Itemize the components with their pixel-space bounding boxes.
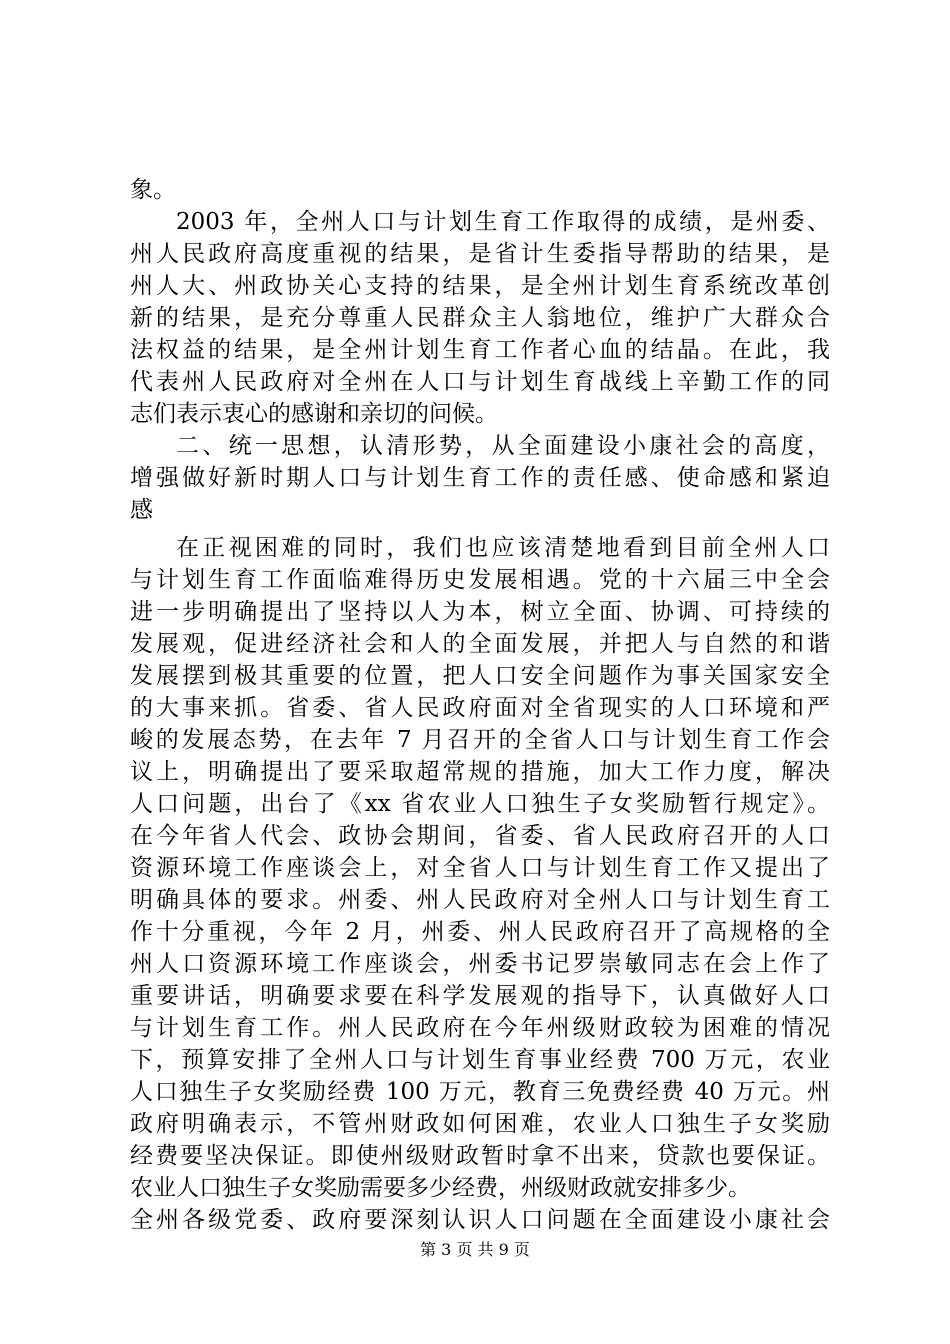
text-line: 在今年省人代会、政协会期间，省委、省人民政府召开的人口 <box>130 823 830 849</box>
text-line: 作十分重视，今年 2 月，州委、州人民政府召开了高规格的全 <box>130 919 830 945</box>
text-line: 政府明确表示，不管州财政如何困难，农业人口独生子女奖励 <box>130 1111 830 1137</box>
text-line: 农业人口独生子女奖励需要多少经费，州级财政就安排多少。 <box>130 1175 751 1201</box>
text-line: 人口问题，出台了《xx 省农业人口独生子女奖励暂行规定》。 <box>130 791 830 817</box>
text-line: 州人民政府高度重视的结果，是省计生委指导帮助的结果，是 <box>130 241 830 267</box>
text-line: 代表州人民政府对全州在人口与计划生育战线上辛勤工作的同 <box>130 369 830 395</box>
text-line: 象。 <box>130 177 176 203</box>
text-line: 二、统一思想，认清形势，从全面建设小康社会的高度， <box>176 433 830 459</box>
text-line: 发展摆到极其重要的位置，把人口安全问题作为事关国家安全 <box>130 663 830 689</box>
text-line: 新的结果，是充分尊重人民群众主人翁地位，维护广大群众合 <box>130 305 830 331</box>
page-footer: 第 3 页 共 9 页 <box>420 1240 530 1259</box>
text-line: 与计划生育工作。州人民政府在今年州级财政较为困难的情况 <box>130 1015 830 1041</box>
text-line: 经费要坚决保证。即使州级财政暂时拿不出来，贷款也要保证。 <box>130 1143 830 1169</box>
text-line: 州人口资源环境工作座谈会，州委书记罗崇敏同志在会上作了 <box>130 951 830 977</box>
text-line: 议上，明确提出了要采取超常规的措施，加大工作力度，解决 <box>130 759 830 785</box>
text-line: 资源环境工作座谈会上，对全省人口与计划生育工作又提出了 <box>130 855 830 881</box>
text-line: 在正视困难的同时，我们也应该清楚地看到目前全州人口 <box>176 535 830 561</box>
text-line: 感 <box>130 497 153 523</box>
text-line: 人口独生子女奖励经费 100 万元，教育三免费经费 40 万元。州 <box>130 1079 830 1105</box>
text-line: 进一步明确提出了坚持以人为本，树立全面、协调、可持续的 <box>130 599 830 625</box>
text-line: 的大事来抓。省委、省人民政府面对全省现实的人口环境和严 <box>130 695 830 721</box>
text-line: 与计划生育工作面临难得历史发展相遇。党的十六届三中全会 <box>130 567 830 593</box>
text-line: 2003 年，全州人口与计划生育工作取得的成绩，是州委、 <box>176 209 830 235</box>
text-line: 发展观，促进经济社会和人的全面发展，并把人与自然的和谐 <box>130 631 830 657</box>
text-line: 增强做好新时期人口与计划生育工作的责任感、使命感和紧迫 <box>130 465 830 491</box>
text-line: 明确具体的要求。州委、州人民政府对全州人口与计划生育工 <box>130 887 830 913</box>
text-line: 下，预算安排了全州人口与计划生育事业经费 700 万元，农业 <box>130 1047 830 1073</box>
text-line: 峻的发展态势，在去年 7 月召开的全省人口与计划生育工作会 <box>130 727 830 753</box>
text-line: 重要讲话，明确要求要在科学发展观的指导下，认真做好人口 <box>130 983 830 1009</box>
text-line: 全州各级党委、政府要深刻认识人口问题在全面建设小康社会 <box>130 1207 830 1233</box>
document-body <box>130 174 830 1236</box>
text-line: 法权益的结果，是全州计划生育工作者心血的结晶。在此，我 <box>130 337 830 363</box>
text-line: 州人大、州政协关心支持的结果，是全州计划生育系统改革创 <box>130 273 830 299</box>
text-line: 志们表示衷心的感谢和亲切的问候。 <box>130 401 498 427</box>
